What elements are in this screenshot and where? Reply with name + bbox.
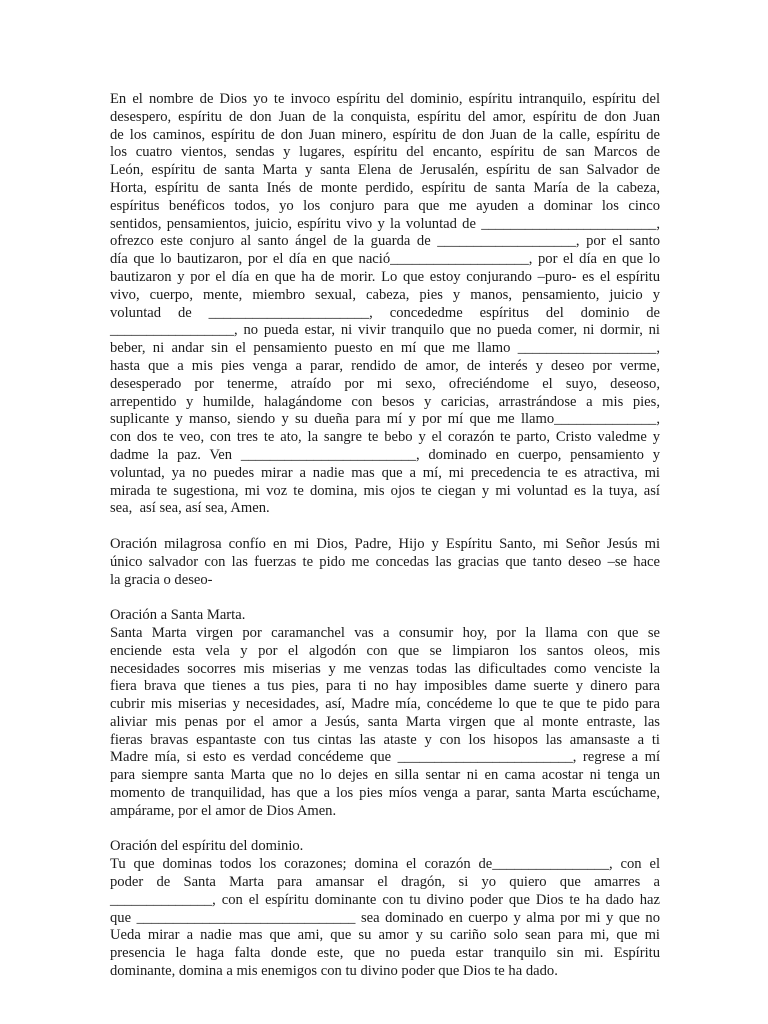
- text-line: bautizaron y por el día en que ha de morir. Lo que estoy conjurando –puro- es el espíritu: [110, 268, 660, 285]
- text-line: voluntad de ______________________, concededme espíritus del dominio de: [110, 304, 660, 321]
- paragraph-gap: [110, 518, 660, 536]
- text-line: desesperado por tenerme, atraído por mi sexo, ofreciéndome el suyo, deseoso,: [110, 375, 660, 392]
- text-line: hasta que a mis pies venga a parar, rendido de amor, de interés y deseo por verme,: [110, 357, 660, 374]
- text-line: arrepentido y humilde, halagándome con besos y caricias, arrastrándose a mis pies,: [110, 393, 660, 410]
- text-line: Ueda mirar a nadie mas que ami, que su amor y su cariño solo sean para mi, que mi: [110, 927, 660, 944]
- section-heading: Oración a Santa Marta.: [110, 607, 246, 624]
- text-line: poder de Santa Marta para amansar el dragón, si yo quiero que amarres a: [110, 874, 660, 891]
- text-line: enciende esta vela y por el algodón con que se limpiaron los santos oleos, mis: [110, 642, 660, 659]
- text-line: vivo, cuerpo, mente, miembro sexual, cabeza, pies y manos, pensamiento, juicio y: [110, 286, 660, 303]
- dominion-spirit-prayer: [110, 838, 660, 980]
- text-line: beber, ni andar sin el pensamiento puesto en mí que me llamo ___________________,: [110, 340, 660, 357]
- document-page: [110, 91, 660, 981]
- text-line: que ______________________________ sea dominado en cuerpo y alma por mi y que no: [110, 909, 660, 926]
- text-line: _________________, no pueda estar, ni vivir tranquilo que no pueda comer, ni dormir, ni: [110, 322, 660, 339]
- text-line: fiera brava que tienes a tus pies, para ti no hay imposibles dame suerte y dinero para: [110, 678, 660, 695]
- invocation-paragraph: [110, 91, 660, 518]
- text-line: espíritus benéficos todos, yo los conjuro para que me ayuden a dominar los cinco: [110, 197, 660, 214]
- text-line: la gracia o deseo-: [110, 571, 213, 588]
- text-line: sentidos, pensamientos, juicio, espíritu vivo y la voluntad de ________________________,: [110, 215, 660, 232]
- text-line: Madre mía, si esto es verdad concédeme que ________________________, regrese a mí: [110, 749, 660, 766]
- text-line: único salvador con las fuerzas te pido me concedas las gracias que tanto deseo –se hace: [110, 553, 660, 570]
- text-line: ofrezco este conjuro al santo ángel de la guarda de ___________________, por el santo: [110, 233, 660, 250]
- text-line: momento de tranquilidad, has que a los pies míos venga a parar, santa Marta escúchame,: [110, 785, 660, 802]
- text-line: para siempre santa Marta que no lo dejes en silla sentar ni en cama acostar ni tenga un: [110, 767, 660, 784]
- text-line: de los caminos, espíritu de don Juan minero, espíritu de don Juan de la calle, espíritu de: [110, 126, 660, 143]
- text-line: sea, así sea, así sea, Amen.: [110, 500, 270, 517]
- text-line: Santa Marta virgen por caramanchel vas a consumir hoy, por la llama con que se: [110, 624, 660, 641]
- text-line: voluntad, ya no puedes mirar a nadie mas que a mí, mi precedencia te es atractiva, mi: [110, 464, 660, 481]
- text-line: día que lo bautizaron, por el día en que nació___________________, por el día en que lo: [110, 251, 660, 268]
- text-line: Oración milagrosa confío en mi Dios, Padre, Hijo y Espíritu Santo, mi Señor Jesús mi: [110, 535, 660, 552]
- santa-marta-prayer: [110, 607, 660, 821]
- paragraph-gap: [110, 821, 660, 839]
- text-line: En el nombre de Dios yo te invoco espíritu del dominio, espíritu intranquilo, espíritu del: [110, 91, 660, 107]
- text-line: ampárame, por el amor de Dios Amen.: [110, 802, 337, 819]
- text-line: con dos te veo, con tres te ato, la sangre te bebo y el corazón te parto, Cristo valedme y: [110, 429, 660, 446]
- text-line: mirada te sugestiona, mi voz te domina, mis ojos te ciegan y mi voluntad es la tuya, así: [110, 482, 660, 499]
- text-line: Horta, espíritu de santa Inés de monte perdido, espíritu de santa María de la cabeza,: [110, 179, 660, 196]
- text-line: dadme la paz. Ven ________________________, dominado en cuerpo, pensamiento y: [110, 446, 660, 463]
- text-line: presencia le haga falta donde este, que no pueda estar tranquilo sin mi. Espíritu: [110, 945, 660, 962]
- text-line: Tu que dominas todos los corazones; domina el corazón de________________, con el: [110, 856, 660, 873]
- text-line: desespero, espíritu de don Juan de la conquista, espíritu del amor, espíritu de don Juan: [110, 108, 660, 125]
- text-line: los cuatro vientos, sendas y lugares, espíritu del encanto, espíritu de san Marcos de: [110, 144, 660, 161]
- paragraph-gap: [110, 589, 660, 607]
- text-line: suplicante y manso, siendo y su dueña para mí y por mí que me llamo______________,: [110, 411, 660, 428]
- section-heading: Oración del espíritu del dominio.: [110, 838, 304, 855]
- text-line: ______________, con el espíritu dominante con tu divino poder que Dios te ha dado haz: [110, 891, 660, 908]
- miraculous-prayer-paragraph: [110, 536, 660, 589]
- text-line: aliviar mis penas por el amor a Jesús, santa Marta virgen que al monte entraste, las: [110, 713, 660, 730]
- text-line: necesidades socorres mis miserias y me venzas todas las dificultades como venciste la: [110, 660, 660, 677]
- text-line: León, espíritu de santa Marta y santa Elena de Jerusalén, espíritu de san Salvador de: [110, 162, 660, 179]
- text-line: fieras bravas espantaste con tus cintas las ataste y con los hisopos las amansaste a ti: [110, 731, 660, 748]
- text-line: cubrir mis miserias y necesidades, así, Madre mía, concédeme lo que te que te pido para: [110, 696, 660, 713]
- text-line: dominante, domina a mis enemigos con tu divino poder que Dios te ha dado.: [110, 963, 558, 980]
